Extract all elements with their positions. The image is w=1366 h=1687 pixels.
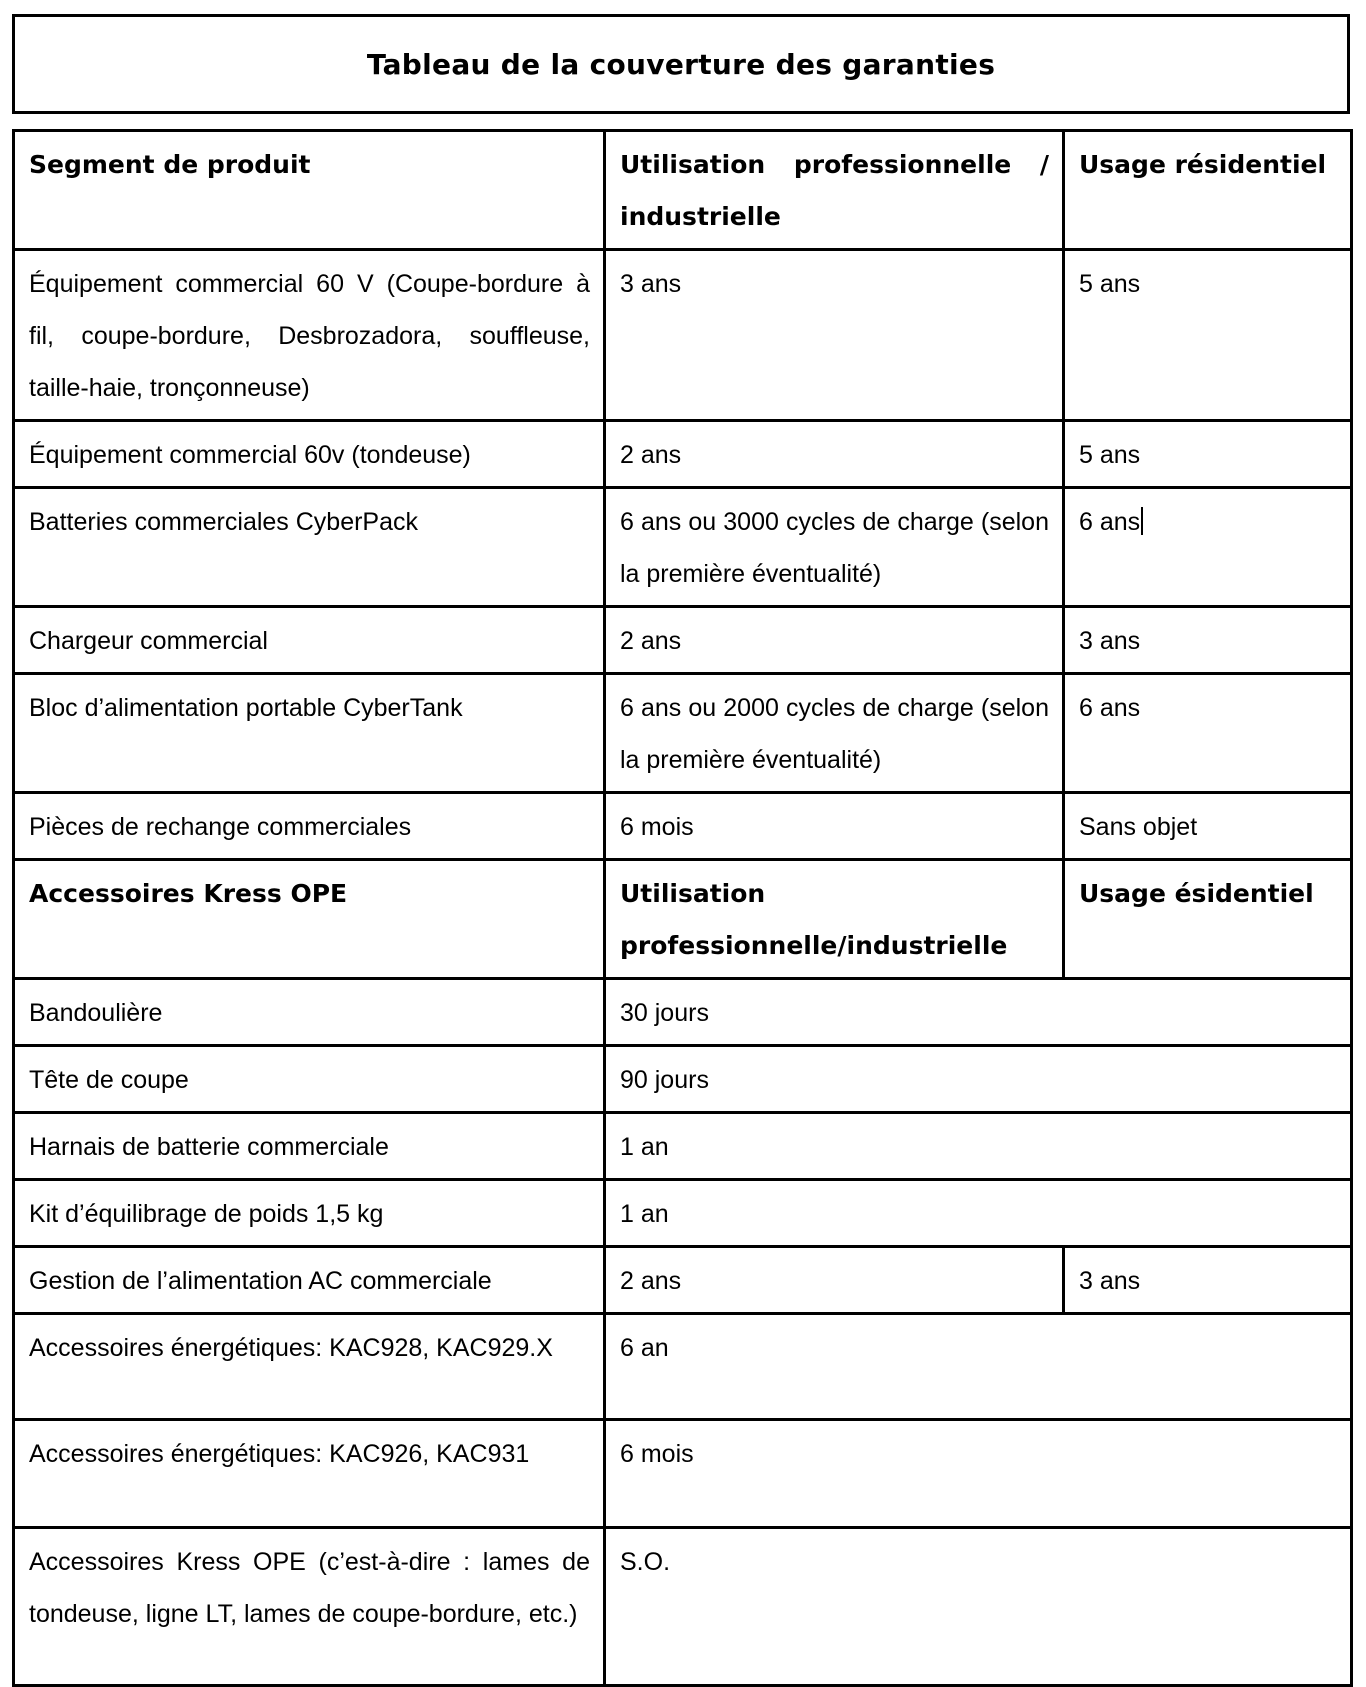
text-cursor (1141, 507, 1143, 535)
header-accessories: Accessoires Kress OPE (14, 860, 605, 979)
value-cell: 90 jours (605, 1046, 1352, 1113)
table-row (14, 1314, 1352, 1420)
res-cell: 3 ans (1064, 607, 1352, 674)
warranty-table (12, 129, 1353, 1687)
table-row (14, 488, 1352, 607)
header-pro-2: Utilisation professionnelle/industrielle (605, 860, 1064, 979)
pro-cell: 2 ans (605, 421, 1064, 488)
table-row (14, 793, 1352, 860)
table-row (14, 1113, 1352, 1180)
res-cell: Sans objet (1064, 793, 1352, 860)
segment-cell: Équipement commercial 60 V (Coupe-bordure à fil, coupe-bordure, Desbrozadora, souffleuse, taille-haie, tronçonneuse) (14, 250, 605, 421)
res-cell: 3 ans (1064, 1247, 1352, 1314)
value-cell: 1 an (605, 1113, 1352, 1180)
pro-cell: 2 ans (605, 607, 1064, 674)
segment-cell: Accessoires énergétiques: KAC926, KAC931 (14, 1420, 605, 1528)
segment-cell: Bloc d’alimentation portable CyberTank (14, 674, 605, 793)
segment-cell: Kit d’équilibrage de poids 1,5 kg (14, 1180, 605, 1247)
pro-cell: 6 ans ou 2000 cycles de charge (selon la première éventualité) (605, 674, 1064, 793)
segment-cell: Accessoires Kress OPE (c’est-à-dire : lames de tondeuse, ligne LT, lames de coupe-bordure, etc.) (14, 1528, 605, 1686)
table-row (14, 1420, 1352, 1528)
header-row-products (14, 131, 1352, 250)
header-res-2: Usage ésidentiel (1064, 860, 1352, 979)
res-value: 6 ans (1079, 508, 1141, 536)
segment-cell: Tête de coupe (14, 1046, 605, 1113)
segment-cell: Équipement commercial 60v (tondeuse) (14, 421, 605, 488)
pro-cell: 6 mois (605, 793, 1064, 860)
res-cell (1064, 488, 1352, 607)
header-segment: Segment de produit (14, 131, 605, 250)
table-row (14, 674, 1352, 793)
segment-cell: Batteries commerciales CyberPack (14, 488, 605, 607)
res-cell: 5 ans (1064, 250, 1352, 421)
pro-cell: 2 ans (605, 1247, 1064, 1314)
table-row (14, 1247, 1352, 1314)
pro-cell: 3 ans (605, 250, 1064, 421)
segment-cell: Gestion de l’alimentation AC commerciale (14, 1247, 605, 1314)
table-row (14, 607, 1352, 674)
header-res: Usage résidentiel (1064, 131, 1352, 250)
segment-cell: Bandoulière (14, 979, 605, 1046)
segment-cell: Harnais de batterie commerciale (14, 1113, 605, 1180)
title-box (12, 14, 1350, 114)
table-row (14, 1046, 1352, 1113)
res-cell: 6 ans (1064, 674, 1352, 793)
value-cell: S.O. (605, 1528, 1352, 1686)
header-row-accessories (14, 860, 1352, 979)
res-cell: 5 ans (1064, 421, 1352, 488)
table-row (14, 979, 1352, 1046)
value-cell: 6 mois (605, 1420, 1352, 1528)
segment-cell: Chargeur commercial (14, 607, 605, 674)
value-cell: 6 an (605, 1314, 1352, 1420)
table-row (14, 1528, 1352, 1686)
table-row (14, 421, 1352, 488)
value-cell: 30 jours (605, 979, 1352, 1046)
table-row (14, 1180, 1352, 1247)
table-title: Tableau de la couverture des garanties (366, 47, 996, 81)
pro-cell: 6 ans ou 3000 cycles de charge (selon la première éventualité) (605, 488, 1064, 607)
segment-cell: Accessoires énergétiques: KAC928, KAC929.X (14, 1314, 605, 1420)
segment-cell: Pièces de rechange commerciales (14, 793, 605, 860)
header-pro: Utilisation professionnelle / industrielle (605, 131, 1064, 250)
table-row (14, 250, 1352, 421)
value-cell: 1 an (605, 1180, 1352, 1247)
